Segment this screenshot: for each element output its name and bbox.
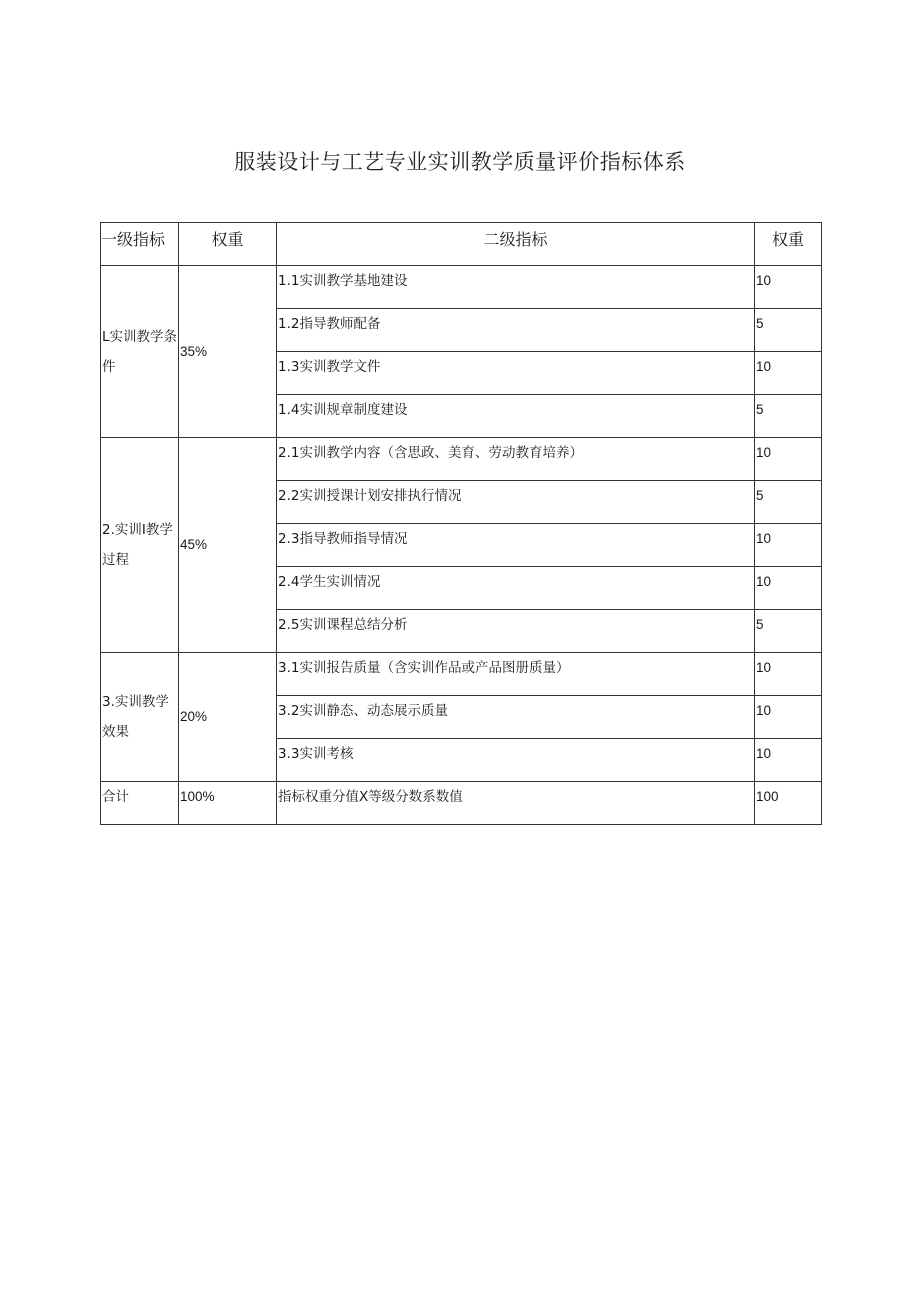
total-score: 100 bbox=[755, 782, 822, 825]
header-level1: 一级指标 bbox=[101, 223, 179, 266]
level2-label: 2.1实训教学内容（含思政、美育、劳动教育培养） bbox=[277, 438, 755, 481]
level2-weight: 5 bbox=[755, 309, 822, 352]
level2-label: 1.1实训教学基地建设 bbox=[277, 266, 755, 309]
level2-weight: 10 bbox=[755, 696, 822, 739]
level2-label: 3.1实训报告质量（含实训作品或产品图册质量） bbox=[277, 653, 755, 696]
total-formula: 指标权重分值X等级分数系数值 bbox=[277, 782, 755, 825]
level1-name: L实训教学条件 bbox=[101, 266, 179, 438]
evaluation-index-table bbox=[100, 222, 822, 825]
table-row bbox=[101, 266, 822, 309]
level2-label: 1.4实训规章制度建设 bbox=[277, 395, 755, 438]
document-title: 服装设计与工艺专业实训教学质量评价指标体系 bbox=[234, 150, 686, 174]
level2-label: 2.4学生实训情况 bbox=[277, 567, 755, 610]
header-row bbox=[101, 223, 822, 266]
level1-weight: 35% bbox=[179, 266, 277, 438]
header-level2: 二级指标 bbox=[277, 223, 755, 266]
level2-label: 2.3指导教师指导情况 bbox=[277, 524, 755, 567]
level2-weight: 10 bbox=[755, 739, 822, 782]
total-row bbox=[101, 782, 822, 825]
level2-label: 1.3实训教学文件 bbox=[277, 352, 755, 395]
level2-label: 2.5实训课程总结分析 bbox=[277, 610, 755, 653]
level2-label: 3.3实训考核 bbox=[277, 739, 755, 782]
level2-weight: 5 bbox=[755, 610, 822, 653]
level2-weight: 10 bbox=[755, 438, 822, 481]
level2-weight: 5 bbox=[755, 395, 822, 438]
level2-label: 1.2指导教师配备 bbox=[277, 309, 755, 352]
header-weight2: 权重 bbox=[755, 223, 822, 266]
level2-weight: 5 bbox=[755, 481, 822, 524]
level2-label: 3.2实训静态、动态展示质量 bbox=[277, 696, 755, 739]
level2-weight: 10 bbox=[755, 266, 822, 309]
level2-weight: 10 bbox=[755, 352, 822, 395]
level1-name: 3.实训教学效果 bbox=[101, 653, 179, 782]
header-weight1: 权重 bbox=[179, 223, 277, 266]
level2-weight: 10 bbox=[755, 653, 822, 696]
total-label: 合计 bbox=[101, 782, 179, 825]
level2-weight: 10 bbox=[755, 524, 822, 567]
level2-weight: 10 bbox=[755, 567, 822, 610]
table-row bbox=[101, 438, 822, 481]
level1-weight: 20% bbox=[179, 653, 277, 782]
total-weight: 100% bbox=[179, 782, 277, 825]
level2-label: 2.2实训授课计划安排执行情况 bbox=[277, 481, 755, 524]
table-row bbox=[101, 653, 822, 696]
level1-weight: 45% bbox=[179, 438, 277, 653]
level1-name: 2.实训I教学过程 bbox=[101, 438, 179, 653]
